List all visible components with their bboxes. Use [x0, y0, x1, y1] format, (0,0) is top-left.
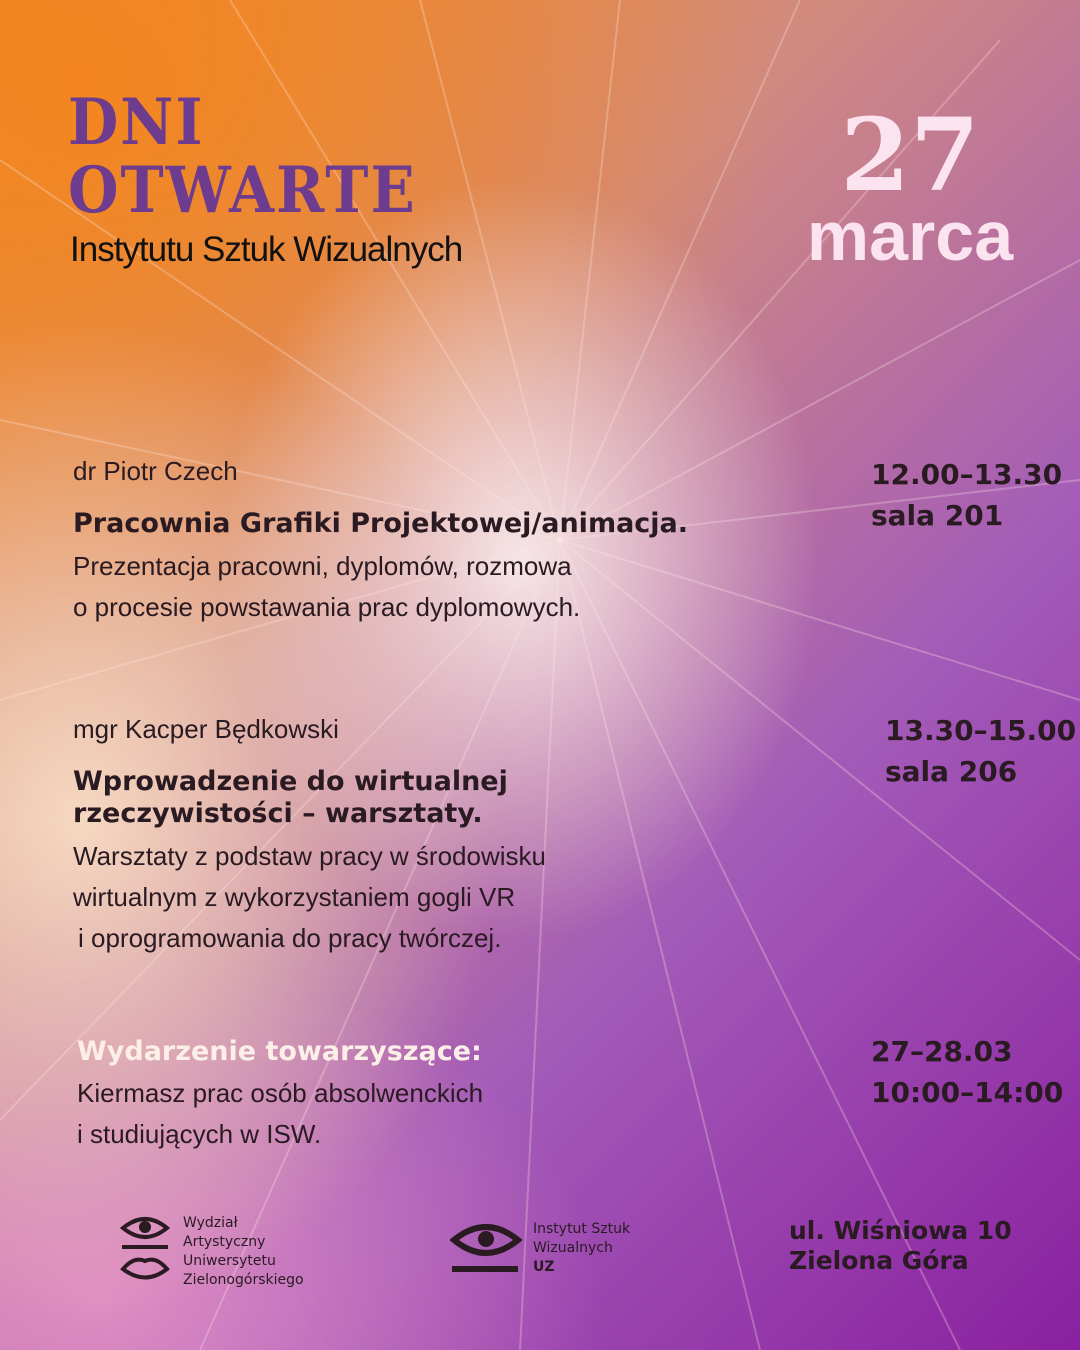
logo-line: UZ: [533, 1259, 555, 1275]
event-description: [73, 836, 546, 959]
event-schedule: [885, 710, 1076, 792]
institute-logo-text: [533, 1220, 630, 1277]
title-line-1: DNI: [68, 84, 205, 160]
logo-line: Uniwersytetu: [183, 1253, 276, 1269]
side-event-dates: 27–28.03: [871, 1035, 1013, 1068]
event-speaker: mgr Kacper Będkowski: [73, 714, 339, 744]
logo-line: Zielonogórskiego: [183, 1272, 304, 1288]
description-line: i studiujących w ISW.: [77, 1119, 322, 1149]
description-line: Prezentacja pracowni, dyplomów, rozmowa: [73, 551, 572, 581]
event-schedule: [871, 454, 1062, 536]
logo-line: Wizualnych: [533, 1240, 613, 1256]
side-event-schedule: [871, 1031, 1063, 1113]
title-line: Wprowadzenie do wirtualnej: [73, 766, 508, 797]
event-description: [73, 546, 580, 628]
title-line: rzeczywistości – warsztaty.: [73, 798, 483, 829]
event-speaker: dr Piotr Czech: [73, 456, 238, 486]
faculty-logo-text: [183, 1214, 304, 1290]
event-title: Pracownia Grafiki Projektowej/animacja.: [73, 508, 689, 539]
address: [789, 1216, 1012, 1276]
address-street: ul. Wiśniowa 10: [789, 1216, 1012, 1245]
description-line: wirtualnym z wykorzystaniem gogli VR: [73, 882, 516, 912]
date-month: marca: [806, 197, 1014, 275]
description-line: Warsztaty z podstaw pracy w środowisku: [73, 841, 546, 871]
date-day: 27: [840, 96, 980, 214]
side-event-label: Wydarzenie towarzyszące:: [77, 1036, 482, 1067]
event-title: [73, 766, 508, 830]
description-line: o procesie powstawania prac dyplomowych.: [73, 592, 581, 622]
subtitle: Instytutu Sztuk Wizualnych: [70, 230, 463, 269]
logo-line: Artystyczny: [183, 1234, 266, 1250]
event-time: 13.30–15.00: [885, 714, 1077, 747]
logo-line: Instytut Sztuk: [533, 1221, 631, 1237]
eye-logo-icon: [450, 1220, 522, 1276]
side-event-hours: 10:00–14:00: [871, 1076, 1064, 1109]
description-line: Kiermasz prac osób absolwenckich: [77, 1078, 484, 1108]
side-event-description: [77, 1073, 483, 1155]
description-line: i oprogramowania do pracy twórczej.: [78, 923, 502, 953]
address-city: Zielona Góra: [789, 1246, 969, 1275]
eye-lips-logo-icon: [120, 1214, 170, 1284]
title-line-2: OTWARTE: [68, 152, 417, 228]
event-time: 12.00–13.30: [871, 458, 1063, 491]
logo-line: Wydział: [183, 1215, 238, 1231]
event-room: sala 206: [885, 755, 1018, 788]
event-room: sala 201: [871, 499, 1004, 532]
